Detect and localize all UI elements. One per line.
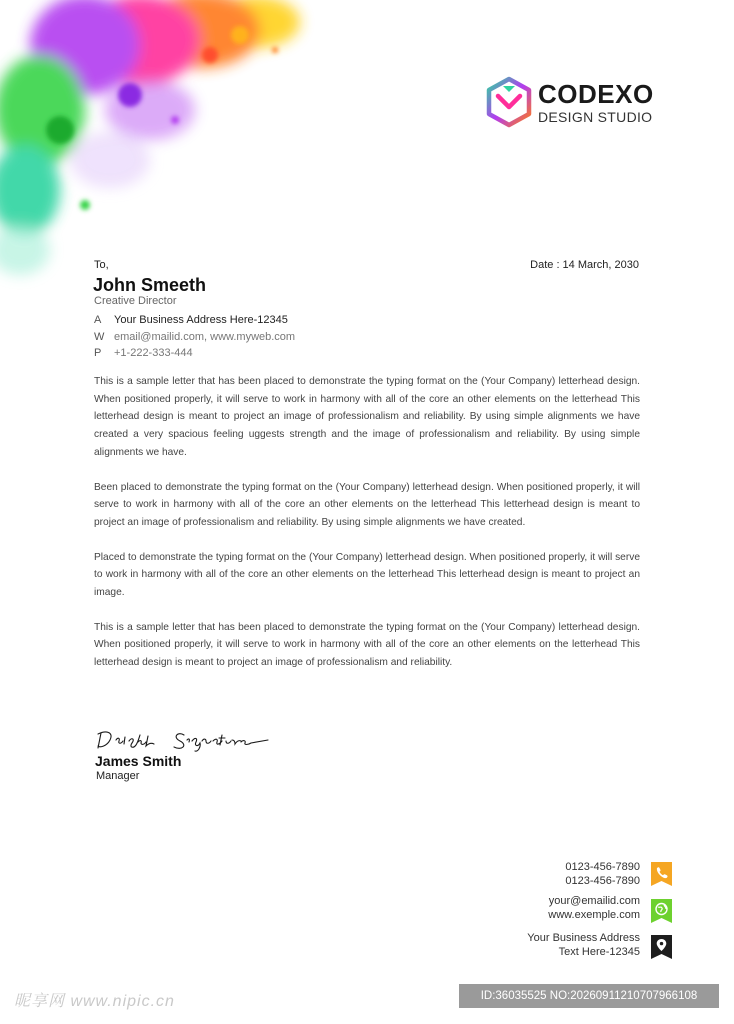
footer-address-line: Your Business Address [527,932,640,944]
address-line [94,314,288,326]
letter-body [94,373,640,689]
footer-email: your@emailid.com [548,895,640,907]
footer-web [548,894,640,922]
footer-phone-line: 0123-456-7890 [565,861,640,873]
watermark-id-bar: ID:36035525 NO:20260911210707966108 [459,984,719,1008]
footer-website: www.exemple.com [548,909,640,921]
body-paragraph: Been placed to demonstrate the typing format on the (Your Company) letterhead design. When positioned properly, it will serve to work in harmony with all of the core an other elements on the letterhead This letterhead design is meant to project an image of professionalism and reliability. By using simple alignments we have created. [94,481,640,528]
web-line [94,331,295,343]
letter-date: Date : 14 March, 2030 [530,259,639,271]
watermark-left: 昵享网 www.nipic.cn [14,993,175,1010]
location-pin-icon [651,935,672,959]
to-label: To, [94,259,109,271]
recipient-title: Creative Director [94,295,177,307]
handwritten-signature [92,726,272,754]
body-paragraph: This is a sample letter that has been placed to demonstrate the typing format on the (Your Company) letterhead design. When positioned properly, it will serve to work in harmony with all of the core an other elements on the letterhead This letterhead design is meant to project an image of professionalism and reliability. [94,621,640,669]
footer-address [527,931,640,959]
footer-phone-line: 0123-456-7890 [565,875,640,887]
logo-name: CODEXO [538,78,654,109]
signer-role: Manager [96,770,140,782]
address-key: A [94,314,102,326]
globe-icon [651,899,672,923]
recipient-name: John Smeeth [93,275,207,295]
footer-phone [565,860,640,888]
web-value: email@mailid.com, www.myweb.com [114,331,296,343]
watercolor-splash-decoration [0,0,320,300]
footer-address-line: Text Here-12345 [558,946,640,958]
signer-name: James Smith [95,753,182,769]
phone-key: P [94,347,102,359]
phone-line [94,347,193,359]
phone-icon [651,862,672,886]
address-value: Your Business Address Here-12345 [114,314,288,326]
phone-value: +1-222-333-444 [114,347,193,359]
web-key: W [94,331,105,343]
company-logo [486,76,654,128]
body-paragraph: Placed to demonstrate the typing format on the (Your Company) letterhead design. When positioned properly, it will serve to work in harmony with all of the core an other elements on the letterhead This letterhead design is meant to project an image. [94,551,640,599]
logo-subtitle: DESIGN STUDIO [538,108,653,125]
body-paragraph: This is a sample letter that has been placed to demonstrate the typing format on the (Your Company) letterhead design. When positioned properly, it will serve to work in harmony with all of the core an other elements on the letterhead This letterhead design is meant to project an image of professionalism and reliability. By using simple alignments we have created a very spacious feeling uggests strength and the image of professionalism and reliability. By using simple alignments we have. [94,376,640,458]
hexagon-logo-icon [486,76,532,128]
